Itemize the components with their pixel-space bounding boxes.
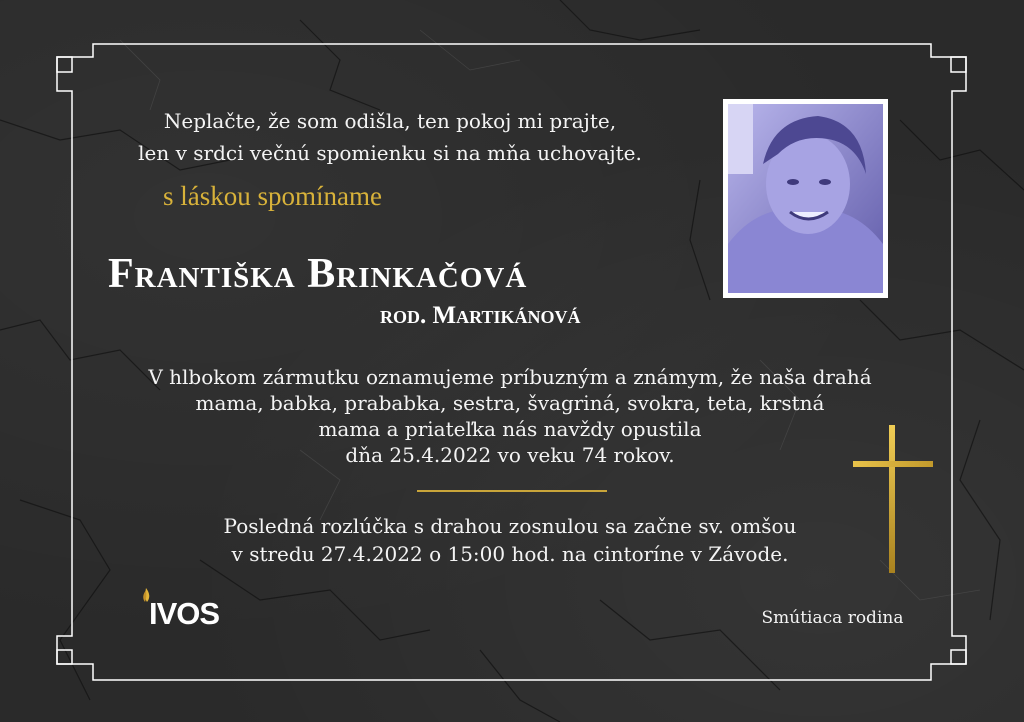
death-announcement bbox=[100, 364, 920, 468]
announcement-line: mama a priateľka nás navždy opustila bbox=[318, 417, 702, 441]
portrait-photo bbox=[723, 99, 888, 298]
announcement-line: mama, babka, prababka, sestra, švagriná, svokra, teta, krstná bbox=[195, 391, 825, 415]
memorial-verse bbox=[90, 105, 690, 169]
cross-icon bbox=[853, 425, 935, 575]
deceased-name: Františka Brinkačová bbox=[108, 251, 528, 297]
farewell-info bbox=[100, 512, 920, 568]
maiden-name: rod. Martikánová bbox=[380, 302, 581, 329]
tagline: s láskou spomíname bbox=[163, 181, 382, 211]
verse-line: Neplačte, že som odišla, ten pokoj mi prajte, bbox=[163, 109, 617, 133]
portrait-image bbox=[728, 104, 883, 293]
verse-line: len v srdci večnú spomienku si na mňa uchovajte. bbox=[138, 141, 642, 165]
signature: Smútiaca rodina bbox=[761, 608, 904, 628]
announcement-line: dňa 25.4.2022 vo veku 74 rokov. bbox=[345, 443, 675, 467]
announcement-line: V hlbokom zármutku oznamujeme príbuzným a známym, že naša drahá bbox=[148, 365, 872, 389]
farewell-line: v stredu 27.4.2022 o 15:00 hod. na cintoríne v Závode. bbox=[231, 542, 789, 566]
farewell-line: Posledná rozlúčka s drahou zosnulou sa začne sv. omšou bbox=[223, 514, 797, 538]
gold-divider bbox=[417, 490, 607, 492]
logo-text: IVOS bbox=[149, 596, 220, 631]
